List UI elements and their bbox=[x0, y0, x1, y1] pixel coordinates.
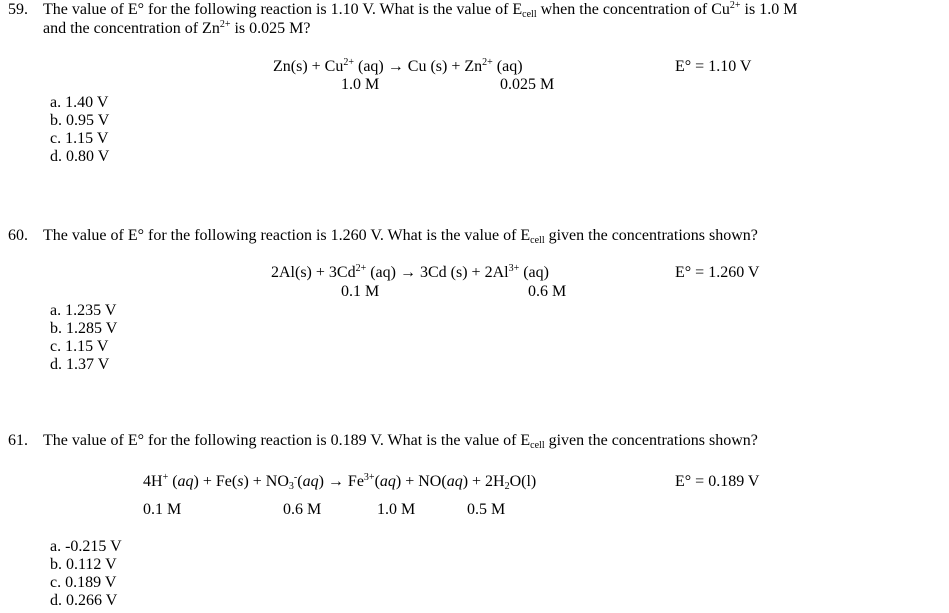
reaction-arrow-icon: → bbox=[387, 58, 404, 75]
question-59-choice-a[interactable]: a. 1.40 V bbox=[50, 94, 109, 111]
question-59-standard-potential: E° = 1.10 V bbox=[675, 58, 752, 75]
question-60-choice-b[interactable]: b. 1.285 V bbox=[50, 320, 118, 337]
question-59-text-line2: and the concentration of $Zn^{2+}$ is 0.025 M? bbox=[43, 19, 311, 37]
question-60-text: The value of E° for the following reaction is 1.260 V. What is the value of $E_{cell}$ given the concentrations shown? bbox=[43, 227, 758, 246]
question-60-concentration-cd: 0.1 M bbox=[341, 283, 380, 300]
question-60-concentration-al: 0.6 M bbox=[528, 283, 567, 300]
question-61-equation: 4H+ $(aq) + Fe(s) + NO_3^-(aq) \to Fe^{3+}(aq) + NO(aq) + 2H_2O(l)$ bbox=[143, 472, 537, 492]
question-59-concentration-zn: 0.025 M bbox=[500, 76, 555, 93]
question-59-choice-d[interactable]: d. 0.80 V bbox=[50, 148, 110, 165]
question-59-concentration-cu: 1.0 M bbox=[341, 76, 380, 93]
question-61-text: The value of E° for the following reaction is 0.189 V. What is the value of $E_{cell}$ given the concentrations shown? bbox=[43, 432, 758, 451]
question-60-choice-a[interactable]: a. 1.235 V bbox=[50, 302, 117, 319]
question-59-number: 59. bbox=[8, 1, 28, 18]
question-59-choice-c[interactable]: c. 1.15 V bbox=[50, 130, 109, 147]
question-61-concentration-fe: 0.6 M bbox=[283, 501, 322, 518]
question-61-choice-b[interactable]: b. 0.112 V bbox=[50, 556, 117, 573]
question-61-concentration-no: 0.5 M bbox=[467, 501, 506, 518]
question-61-choice-c[interactable]: c. 0.189 V bbox=[50, 574, 117, 591]
question-61-choice-a[interactable]: a. -0.215 V bbox=[50, 538, 122, 555]
question-61-choice-d[interactable]: d. 0.266 V bbox=[50, 592, 118, 609]
question-61-concentration-no3: 1.0 M bbox=[377, 501, 416, 518]
question-61-concentration-h: 0.1 M bbox=[143, 501, 182, 518]
question-59-text: The value of E° for the following reaction is 1.10 V. What is the value of $E_{cell}$ when the concentration of $Cu^{2+}$ is 1.0 M bbox=[43, 0, 798, 20]
reaction-arrow-icon: → bbox=[399, 264, 416, 281]
question-60-standard-potential: E° = 1.260 V bbox=[675, 264, 760, 281]
question-59-equation: $Zn(s) + Cu^{2+}$ (aq) → Cu $(s) + Zn^{2+}$ (aq) bbox=[273, 57, 523, 75]
question-60-choice-c[interactable]: c. 1.15 V bbox=[50, 338, 109, 355]
question-61-number: 61. bbox=[8, 432, 28, 449]
reaction-arrow-icon: → bbox=[327, 473, 344, 490]
question-60-choice-d[interactable]: d. 1.37 V bbox=[50, 356, 110, 373]
question-59-choice-b[interactable]: b. 0.95 V bbox=[50, 112, 110, 129]
question-60-equation: $2Al(s) + 3Cd^{2+}$ (aq) → 3Cd $(s) + 2Al^{3+}$ (aq) bbox=[271, 263, 549, 281]
question-61-standard-potential: E° = 0.189 V bbox=[675, 473, 760, 490]
question-60-number: 60. bbox=[8, 227, 28, 244]
